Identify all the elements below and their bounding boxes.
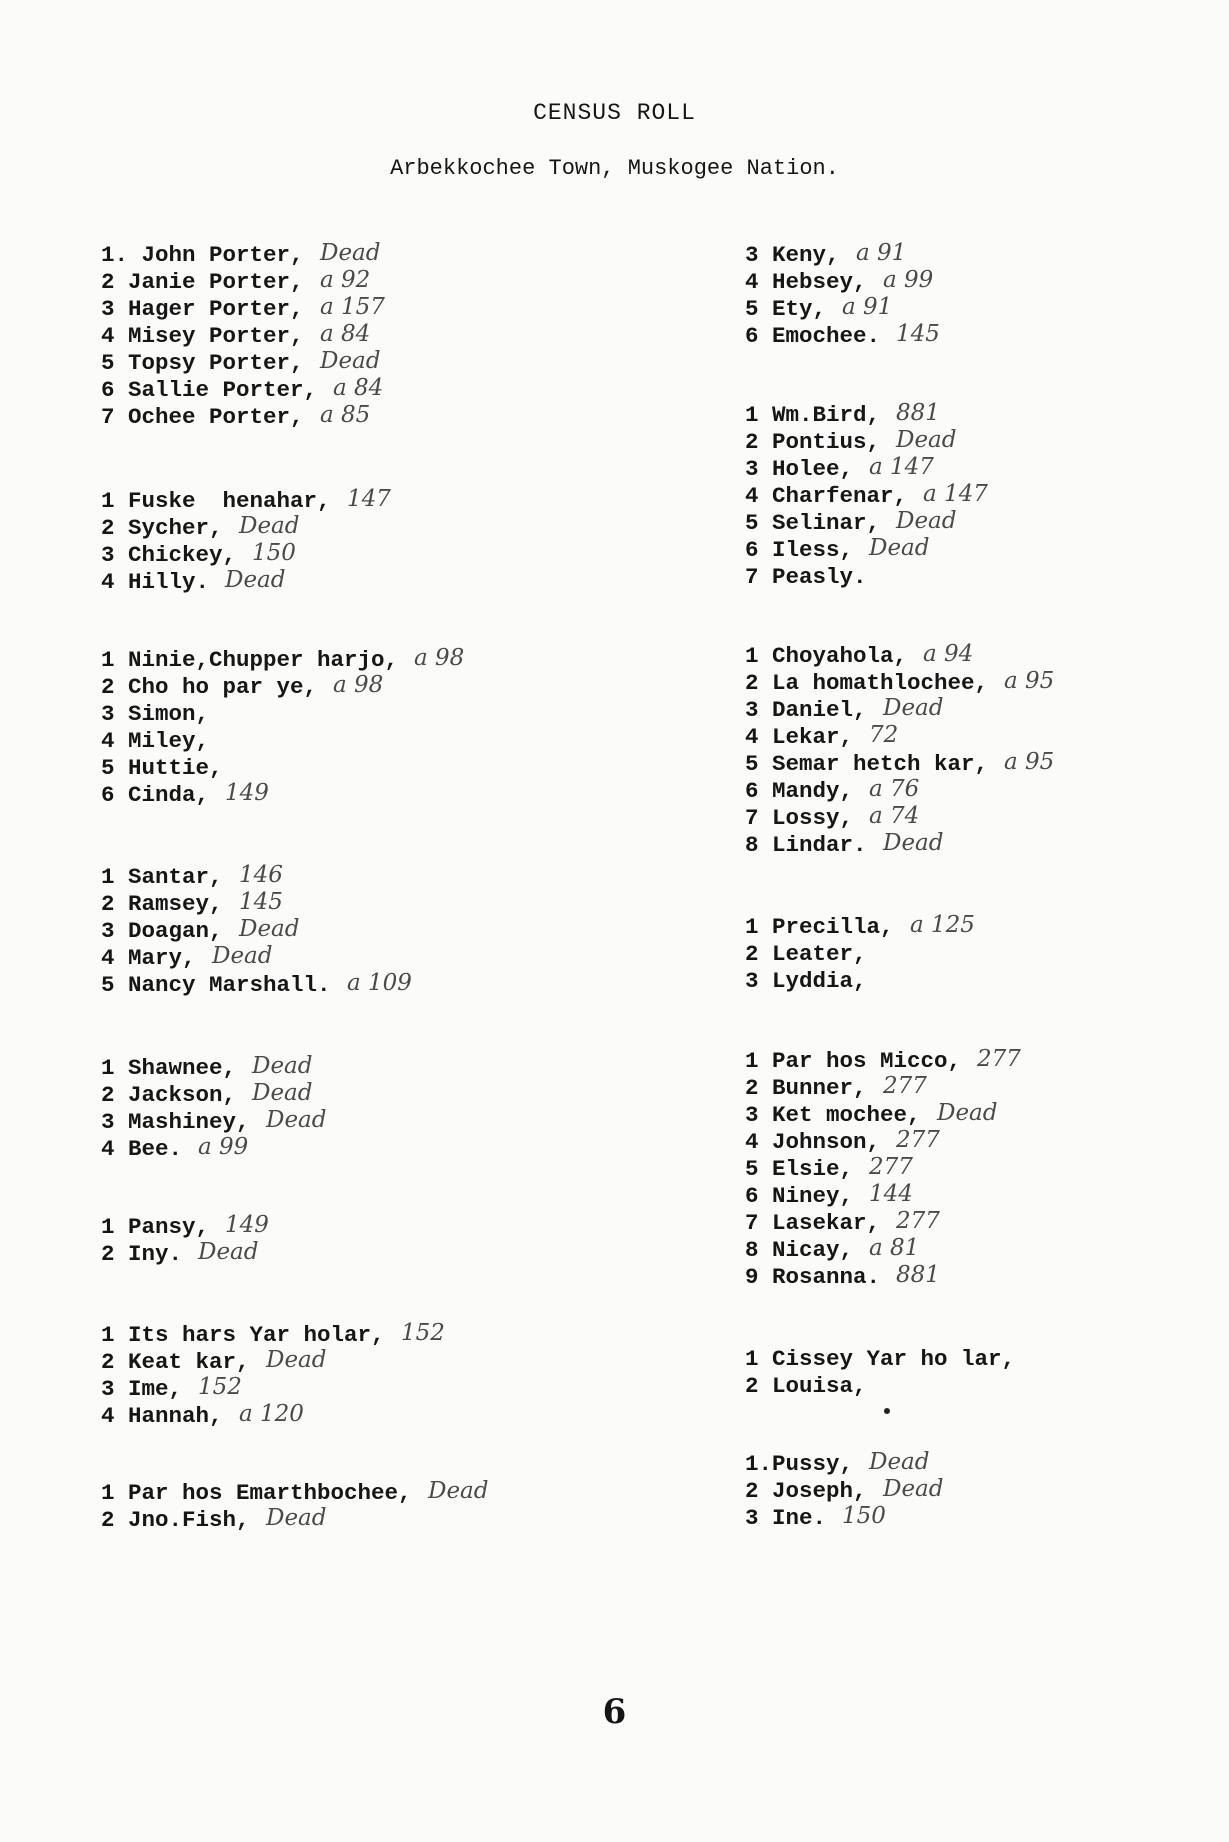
roll-entry <box>101 1349 385 1376</box>
handwritten-annotation: a 125 <box>910 912 975 938</box>
roll-group <box>745 912 975 995</box>
entry-name: 7 Lasekar, <box>745 1210 881 1236</box>
handwritten-annotation: Dead <box>937 1100 998 1126</box>
roll-entry <box>745 1183 961 1210</box>
entry-name: 4 Lekar, <box>745 724 854 750</box>
entry-name: 3 Ime, <box>101 1376 183 1402</box>
entry-name: 6 Mandy, <box>745 778 854 804</box>
entry-name: 1 Shawnee, <box>101 1055 237 1081</box>
entry-name: 4 Misey Porter, <box>101 323 304 349</box>
roll-entry <box>745 1237 961 1264</box>
entry-name: 5 Semar hetch kar, <box>745 751 989 777</box>
entry-name: 2 Pontius, <box>745 429 881 455</box>
entry-name: 4 Hilly. <box>101 569 210 595</box>
handwritten-annotation: Dead <box>239 916 300 942</box>
entry-name: 1 Wm.Bird, <box>745 402 881 428</box>
entry-name: 2 Sycher, <box>101 515 223 541</box>
entry-name: 5 Ety, <box>745 296 827 322</box>
entry-name: 2 Bunner, <box>745 1075 867 1101</box>
handwritten-annotation: a 147 <box>923 481 988 507</box>
roll-group <box>745 1046 1021 1291</box>
roll-entry <box>745 481 988 510</box>
roll-entry <box>101 267 371 296</box>
entry-name: 1 Santar, <box>101 864 223 890</box>
entry-name: 1 Choyahola, <box>745 643 908 669</box>
entry-name: 3 Mashiney, <box>101 1109 250 1135</box>
roll-entry <box>745 535 930 564</box>
roll-entry <box>745 1373 1015 1400</box>
handwritten-annotation: a 98 <box>333 672 384 698</box>
handwritten-annotation: 277 <box>883 1073 927 1099</box>
roll-entry <box>101 701 398 728</box>
entry-name: 2 Louisa, <box>745 1373 867 1399</box>
entry-name: 3 Simon, <box>101 701 210 727</box>
roll-entry <box>101 1136 250 1163</box>
roll-entry <box>101 542 331 569</box>
roll-entry <box>101 486 391 515</box>
entry-name: 9 Rosanna. <box>745 1264 881 1290</box>
handwritten-annotation: a 85 <box>320 402 371 428</box>
roll-entry <box>745 267 934 296</box>
page-subtitle: Arbekkochee Town, Muskogee Nation. <box>390 156 839 181</box>
entry-name: 2 Cho ho par ye, <box>101 674 318 700</box>
roll-entry <box>745 643 988 670</box>
handwritten-annotation: 881 <box>896 1262 940 1288</box>
roll-entry <box>101 1320 445 1349</box>
roll-entry <box>101 1107 327 1136</box>
handwritten-annotation: a 109 <box>347 970 412 996</box>
roll-entry <box>745 1503 886 1532</box>
roll-entry <box>745 1129 961 1156</box>
handwritten-annotation: a 99 <box>198 1134 249 1160</box>
roll-entry <box>101 891 331 918</box>
roll-entry <box>101 755 398 782</box>
roll-entry <box>745 400 940 429</box>
entry-name: 5 Huttie, <box>101 755 223 781</box>
entry-name: 3 Keny, <box>745 242 840 268</box>
entry-name: 4 Bee. <box>101 1136 183 1162</box>
handwritten-annotation: 149 <box>225 780 269 806</box>
entry-name: 3 Daniel, <box>745 697 867 723</box>
handwritten-annotation: 149 <box>225 1212 269 1238</box>
roll-group <box>745 240 940 350</box>
roll-entry <box>745 1449 930 1478</box>
roll-entry <box>101 321 371 350</box>
handwritten-annotation: 147 <box>347 486 391 512</box>
entry-name: 3 Chickey, <box>101 542 237 568</box>
handwritten-annotation: 277 <box>869 1154 913 1180</box>
handwritten-annotation: a 147 <box>869 454 934 480</box>
handwritten-annotation: a 91 <box>856 240 907 266</box>
handwritten-annotation: a 94 <box>923 641 974 667</box>
roll-group <box>101 1053 327 1163</box>
roll-group <box>101 1478 489 1534</box>
roll-entry <box>745 1075 961 1102</box>
roll-entry <box>101 515 331 542</box>
roll-entry <box>745 1156 961 1183</box>
handwritten-annotation: 277 <box>977 1046 1021 1072</box>
handwritten-annotation: 277 <box>896 1208 940 1234</box>
handwritten-annotation: 146 <box>239 862 283 888</box>
handwritten-annotation: a 157 <box>320 294 385 320</box>
roll-group <box>101 862 412 999</box>
handwritten-annotation: 152 <box>198 1374 242 1400</box>
roll-entry <box>745 805 988 832</box>
roll-group <box>101 1212 269 1268</box>
handwritten-annotation: a 84 <box>333 375 384 401</box>
entry-name: 1 Pansy, <box>101 1214 210 1240</box>
roll-entry <box>745 1264 961 1291</box>
entry-name: 1 Ninie,Chupper harjo, <box>101 647 399 673</box>
handwritten-annotation: 150 <box>252 540 296 566</box>
roll-entry <box>101 1239 259 1268</box>
handwritten-annotation: 881 <box>896 400 940 426</box>
handwritten-annotation: Dead <box>869 1449 930 1475</box>
entry-name: 3 Ket mochee, <box>745 1102 921 1128</box>
roll-group <box>101 1320 445 1430</box>
entry-name: 5 Nancy Marshall. <box>101 972 331 998</box>
entry-name: 4 Miley, <box>101 728 210 754</box>
entry-name: 8 Nicay, <box>745 1237 854 1263</box>
entry-name: 7 Ochee Porter, <box>101 404 304 430</box>
roll-entry <box>101 1403 385 1430</box>
roll-entry <box>101 970 412 999</box>
entry-name: 4 Hebsey, <box>745 269 867 295</box>
entry-name: 4 Charfenar, <box>745 483 908 509</box>
entry-name: 1.Pussy, <box>745 1451 854 1477</box>
handwritten-annotation: 152 <box>401 1320 445 1346</box>
handwritten-annotation: Dead <box>266 1107 327 1133</box>
roll-entry <box>101 1053 313 1082</box>
handwritten-annotation: Dead <box>883 695 944 721</box>
entry-name: 7 Lossy, <box>745 805 854 831</box>
handwritten-annotation: Dead <box>896 508 957 534</box>
roll-group <box>745 1346 1015 1400</box>
entry-name: 4 Johnson, <box>745 1129 881 1155</box>
roll-entry <box>101 1507 412 1534</box>
handwritten-annotation: Dead <box>266 1505 327 1531</box>
roll-entry <box>101 1080 313 1109</box>
roll-entry <box>745 454 934 483</box>
entry-name: 2 La homathlochee, <box>745 670 989 696</box>
handwritten-annotation: Dead <box>428 1478 489 1504</box>
roll-entry <box>745 749 1055 778</box>
handwritten-annotation: a 74 <box>869 803 920 829</box>
roll-entry <box>101 1478 489 1507</box>
roll-entry <box>745 941 894 968</box>
roll-entry <box>101 375 384 404</box>
handwritten-annotation: Dead <box>896 427 957 453</box>
handwritten-annotation: Dead <box>869 535 930 561</box>
roll-entry <box>745 1476 944 1505</box>
entry-name: 1 Precilla, <box>745 914 894 940</box>
roll-group <box>101 645 465 809</box>
entry-name: 2 Joseph, <box>745 1478 867 1504</box>
handwritten-annotation: a 92 <box>320 267 371 293</box>
handwritten-annotation: Dead <box>225 567 286 593</box>
roll-entry <box>745 564 907 591</box>
handwritten-annotation: a 95 <box>1004 668 1055 694</box>
roll-entry <box>101 1212 269 1241</box>
roll-group <box>745 641 1055 859</box>
handwritten-annotation: 72 <box>869 722 899 748</box>
handwritten-annotation: Dead <box>252 1053 313 1079</box>
entry-name: 5 Topsy Porter, <box>101 350 304 376</box>
entry-name: 2 Janie Porter, <box>101 269 304 295</box>
roll-entry <box>745 1046 1021 1075</box>
roll-entry <box>101 782 398 809</box>
handwritten-annotation: Dead <box>239 513 300 539</box>
entry-name: 4 Hannah, <box>101 1403 223 1429</box>
handwritten-annotation: Dead <box>212 943 273 969</box>
entry-name: 8 Lindar. <box>745 832 867 858</box>
handwritten-annotation: a 95 <box>1004 749 1055 775</box>
entry-name: 7 Peasly. <box>745 564 867 590</box>
handwritten-annotation: Dead <box>252 1080 313 1106</box>
roll-entry <box>101 294 385 323</box>
handwritten-annotation: a 84 <box>320 321 371 347</box>
page-number: 6 <box>602 1692 627 1732</box>
roll-entry <box>101 864 331 891</box>
roll-entry <box>745 240 907 269</box>
roll-entry <box>101 569 331 596</box>
handwritten-annotation: 145 <box>239 889 283 915</box>
handwritten-annotation: Dead <box>266 1347 327 1373</box>
roll-group <box>101 486 391 596</box>
entry-name: 3 Doagan, <box>101 918 223 944</box>
handwritten-annotation: 277 <box>896 1127 940 1153</box>
handwritten-annotation: 145 <box>896 321 940 347</box>
entry-name: 6 Sallie Porter, <box>101 377 318 403</box>
roll-entry <box>101 945 331 972</box>
roll-entry <box>745 968 894 995</box>
entry-name: 1 Its hars Yar holar, <box>101 1322 385 1348</box>
handwritten-annotation: Dead <box>883 1476 944 1502</box>
entry-name: 6 Emochee. <box>745 323 881 349</box>
entry-name: 6 Iless, <box>745 537 854 563</box>
roll-entry <box>745 697 988 724</box>
handwritten-annotation: Dead <box>320 348 381 374</box>
entry-name: 2 Jno.Fish, <box>101 1507 250 1533</box>
entry-name: 5 Selinar, <box>745 510 881 536</box>
entry-name: 2 Leater, <box>745 941 867 967</box>
roll-entry <box>745 778 988 805</box>
handwritten-annotation: a 99 <box>883 267 934 293</box>
entry-name: 1 Fuske henahar, <box>101 488 331 514</box>
handwritten-annotation: a 120 <box>239 1401 304 1427</box>
entry-name: 2 Iny. <box>101 1241 183 1267</box>
roll-entry <box>101 674 398 701</box>
entry-name: 1 Par hos Micco, <box>745 1048 962 1074</box>
entry-name: 6 Niney, <box>745 1183 854 1209</box>
roll-entry <box>745 1210 961 1237</box>
handwritten-annotation: Dead <box>320 240 381 266</box>
entry-name: 4 Mary, <box>101 945 196 971</box>
handwritten-annotation: Dead <box>883 830 944 856</box>
handwritten-annotation: 150 <box>842 1503 886 1529</box>
ink-dot <box>884 1408 890 1414</box>
roll-entry <box>745 724 988 751</box>
entry-name: 3 Ine. <box>745 1505 827 1531</box>
entry-name: 6 Cinda, <box>101 782 210 808</box>
entry-name: 3 Holee, <box>745 456 854 482</box>
roll-entry <box>101 348 381 377</box>
roll-entry <box>101 1376 385 1403</box>
roll-entry <box>101 402 371 431</box>
roll-group <box>745 400 988 591</box>
page-title: CENSUS ROLL <box>533 100 696 126</box>
entry-name: 1 Cissey Yar ho lar, <box>745 1346 1016 1372</box>
roll-group <box>101 240 385 431</box>
handwritten-annotation: Dead <box>198 1239 259 1265</box>
entry-name: 3 Lyddia, <box>745 968 867 994</box>
roll-entry <box>745 321 940 350</box>
roll-entry <box>101 728 398 755</box>
entry-name: 2 Jackson, <box>101 1082 237 1108</box>
entry-name: 1. John Porter, <box>101 242 304 268</box>
roll-entry <box>101 645 465 674</box>
roll-entry <box>745 832 988 859</box>
handwritten-annotation: a 76 <box>869 776 920 802</box>
entry-name: 2 Keat kar, <box>101 1349 250 1375</box>
roll-entry <box>101 918 331 945</box>
roll-group <box>745 1449 944 1532</box>
handwritten-annotation: a 81 <box>869 1235 920 1261</box>
roll-entry <box>745 1100 998 1129</box>
entry-name: 2 Ramsey, <box>101 891 223 917</box>
roll-entry <box>745 294 893 323</box>
entry-name: 1 Par hos Emarthbochee, <box>101 1480 412 1506</box>
handwritten-annotation: 144 <box>869 1181 913 1207</box>
handwritten-annotation: a 91 <box>842 294 893 320</box>
entry-name: 3 Hager Porter, <box>101 296 304 322</box>
roll-entry <box>101 240 381 269</box>
roll-entry <box>745 668 1055 697</box>
entry-name: 5 Elsie, <box>745 1156 854 1182</box>
roll-entry <box>745 508 957 537</box>
roll-entry <box>745 427 957 456</box>
roll-entry <box>745 1346 1015 1373</box>
roll-entry <box>745 912 975 941</box>
handwritten-annotation: a 98 <box>414 645 465 671</box>
